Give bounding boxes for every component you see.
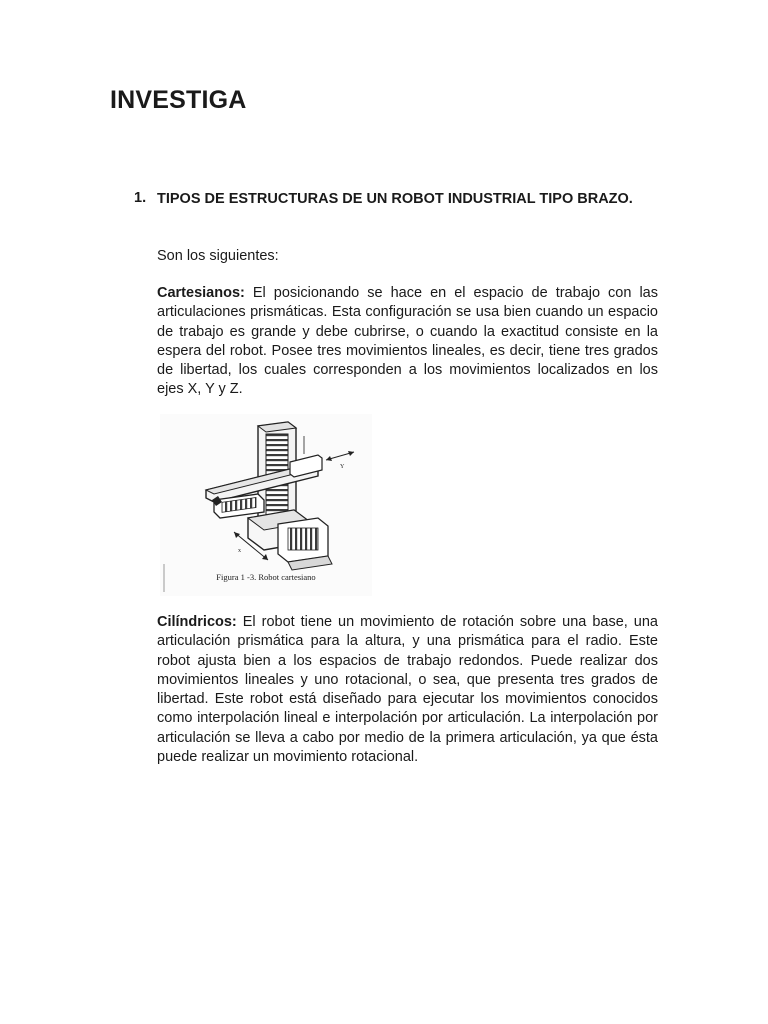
section-heading: TIPOS DE ESTRUCTURAS DE UN ROBOT INDUSTRIAL TIPO BRAZO.: [157, 191, 633, 207]
cilindricos-paragraph: [157, 613, 658, 767]
svg-text:x: x: [238, 548, 241, 554]
cartesianos-text: El posicionando se hace en el espacio de trabajo con las articulaciones prismáticas. Esta configuración se usa bien cuando un espacio de trabajo es grande y debe cubrirse, o cuando la exactitud consiste en la espera del robot. Posee tres movimientos lineales, es decir, tiene tres grados de libertad, los cuales corresponden a los movimientos localizados en los ejes X, Y y Z.: [157, 285, 658, 398]
figure-caption: Figura 1 -3. Robot cartesiano: [216, 572, 316, 582]
cilindricos-text: El robot tiene un movimiento de rotación sobre una base, una articulación prismática para la altura, y una prismática para el radio. Este robot ajusta bien a los espacios de trabajo redondos. Puede realizar dos movimientos lineales y uno rotacional, o sea, que presenta tres grados de libertad. Este robot está diseñado para ejecutar los movimientos conocidos como interpolación lineal e interpolación por articulación. La interpolación por articulación se lleva a cabo por medio de la primera articulación, ya que ésta puede realizar un movimiento rotacional.: [157, 614, 658, 766]
cartesianos-paragraph: [157, 284, 658, 400]
svg-text:Y: Y: [340, 464, 345, 470]
page-title: INVESTIGA: [110, 86, 247, 114]
cartesianos-label: Cartesianos:: [157, 285, 245, 301]
intro-text: Son los siguientes:: [157, 248, 279, 264]
cilindricos-label: Cilíndricos:: [157, 614, 237, 630]
cartesian-robot-illustration: [160, 414, 372, 596]
list-item-number: 1.: [134, 190, 147, 206]
cartesian-robot-figure: [160, 414, 372, 596]
